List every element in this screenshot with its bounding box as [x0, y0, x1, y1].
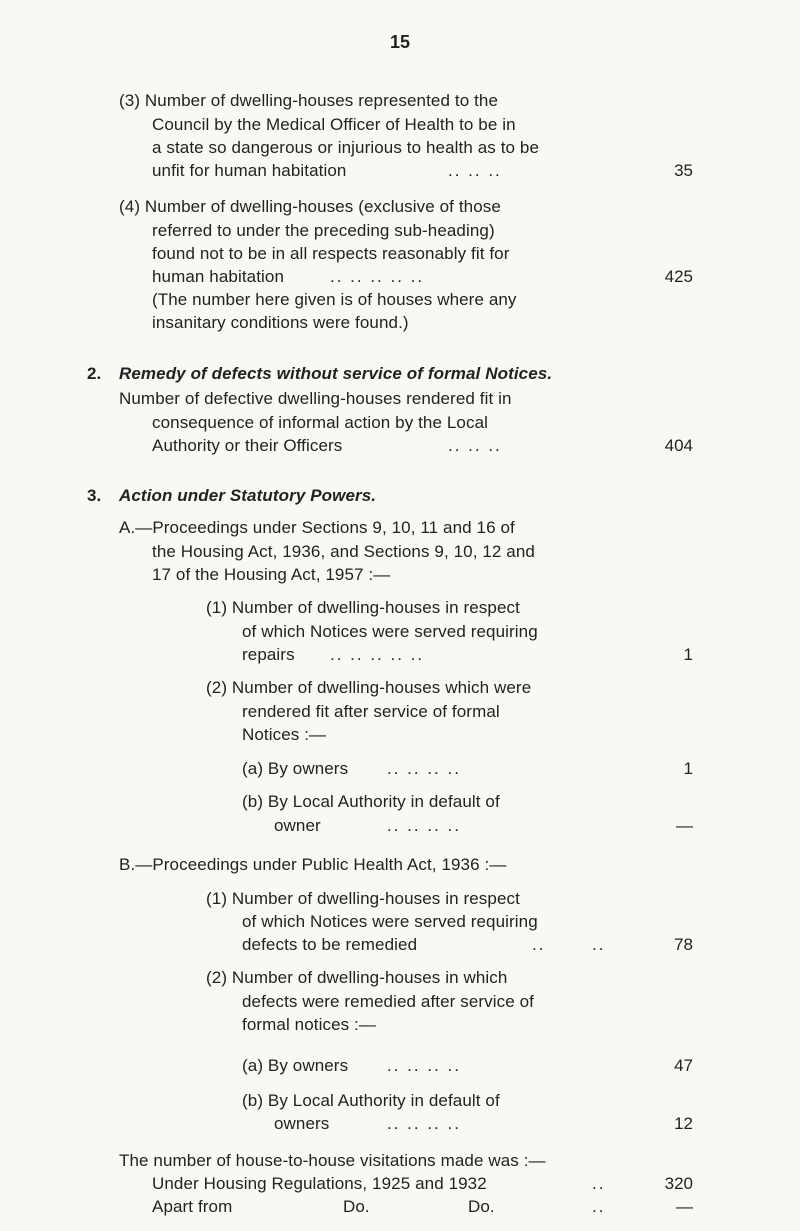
section-3-heading: Action under Statutory Powers.	[119, 486, 377, 505]
visits-row2-value: —	[676, 1197, 693, 1216]
a-item2-line-3: Notices :—	[242, 725, 327, 744]
item4-note-2: insanitary conditions were found.)	[152, 313, 409, 332]
item3-value: 35	[674, 161, 693, 180]
b-item2-a-value: 47	[674, 1056, 693, 1075]
a-item2-b-value: —	[676, 816, 693, 835]
b-item1-line-2: of which Notices were served requiring	[242, 912, 538, 931]
b-item2-line-1: (2) Number of dwelling-houses in which	[206, 968, 508, 987]
item3-line-1: (3) Number of dwelling-houses represented to the	[119, 91, 498, 110]
section-2-line-3: Authority or their Officers	[152, 436, 343, 455]
leader-dots: .. .. ..	[448, 161, 502, 180]
b-item2-b-line-2: owners	[274, 1114, 330, 1133]
section-2-line-1: Number of defective dwelling-houses rendered fit in	[119, 389, 512, 408]
b-item2-a-label: (a) By owners	[242, 1056, 349, 1075]
b-item2-line-3: formal notices :—	[242, 1015, 376, 1034]
b-item2-b-value: 12	[674, 1114, 693, 1133]
item4-line-1: (4) Number of dwelling-houses (exclusive of those	[119, 197, 501, 216]
item4-line-2: referred to under the preceding sub-heading)	[152, 221, 495, 240]
leader-dots: .. .. .. .. ..	[330, 645, 425, 664]
b-item2-b-line-1: (b) By Local Authority in default of	[242, 1091, 500, 1110]
leader-dots: ..	[592, 935, 606, 954]
visits-row2-label-a: Apart from	[152, 1197, 233, 1216]
b-item1-value: 78	[674, 935, 693, 954]
leader-dots: ..	[592, 1197, 606, 1216]
leader-dots: .. .. .. ..	[387, 1056, 461, 1075]
leader-dots: .. .. .. ..	[387, 759, 461, 778]
leader-dots: ..	[532, 935, 546, 954]
visits-row1-value: 320	[664, 1174, 693, 1193]
visits-row1-label: Under Housing Regulations, 1925 and 1932	[152, 1174, 487, 1193]
a-item1-line-3: repairs	[242, 645, 295, 664]
visits-row2-label-c: Do.	[468, 1197, 495, 1216]
a-item1-line-1: (1) Number of dwelling-houses in respect	[206, 598, 520, 617]
section-2-value: 404	[664, 436, 693, 455]
item4-line-3: found not to be in all respects reasonably fit for	[152, 244, 510, 263]
b-item2-line-2: defects were remedied after service of	[242, 992, 534, 1011]
item4-line-4: human habitation	[152, 267, 285, 286]
leader-dots: .. .. .. ..	[387, 816, 461, 835]
item3-line-3: a state so dangerous or injurious to health as to be	[152, 138, 540, 157]
item3-line-4: unfit for human habitation	[152, 161, 347, 180]
a-item2-b-line-2: owner	[274, 816, 321, 835]
section-3a-line-2: the Housing Act, 1936, and Sections 9, 10, 12 and	[152, 542, 535, 561]
section-2-line-2: consequence of informal action by the Local	[152, 413, 489, 432]
a-item2-a-value: 1	[683, 759, 693, 778]
section-3a-line-1: A.—Proceedings under Sections 9, 10, 11 and 16 of	[119, 518, 515, 537]
item4-value: 425	[664, 267, 693, 286]
a-item1-line-2: of which Notices were served requiring	[242, 622, 538, 641]
a-item1-value: 1	[683, 645, 693, 664]
a-item2-line-2: rendered fit after service of formal	[242, 702, 500, 721]
b-item1-line-1: (1) Number of dwelling-houses in respect	[206, 889, 520, 908]
page-number: 15	[389, 32, 411, 52]
a-item2-a-label: (a) By owners	[242, 759, 349, 778]
item4-note-1: (The number here given is of houses where any	[152, 290, 517, 309]
leader-dots: .. .. .. ..	[387, 1114, 461, 1133]
visits-intro: The number of house-to-house visitations made was :—	[119, 1151, 546, 1170]
a-item2-line-1: (2) Number of dwelling-houses which were	[206, 678, 532, 697]
section-2-number: 2.	[87, 364, 102, 383]
b-item1-line-3: defects to be remedied	[242, 935, 418, 954]
item3-line-2: Council by the Medical Officer of Health to be in	[152, 115, 516, 134]
leader-dots: ..	[592, 1174, 606, 1193]
a-item2-b-line-1: (b) By Local Authority in default of	[242, 792, 500, 811]
section-3a-line-3: 17 of the Housing Act, 1957 :—	[152, 565, 391, 584]
section-2-heading: Remedy of defects without service of formal Notices.	[119, 364, 553, 383]
leader-dots: .. .. .. .. ..	[330, 267, 425, 286]
section-3-number: 3.	[87, 486, 102, 505]
leader-dots: .. .. ..	[448, 436, 502, 455]
visits-row2-label-b: Do.	[343, 1197, 370, 1216]
section-3b-heading: B.—Proceedings under Public Health Act, 1936 :—	[119, 855, 507, 874]
